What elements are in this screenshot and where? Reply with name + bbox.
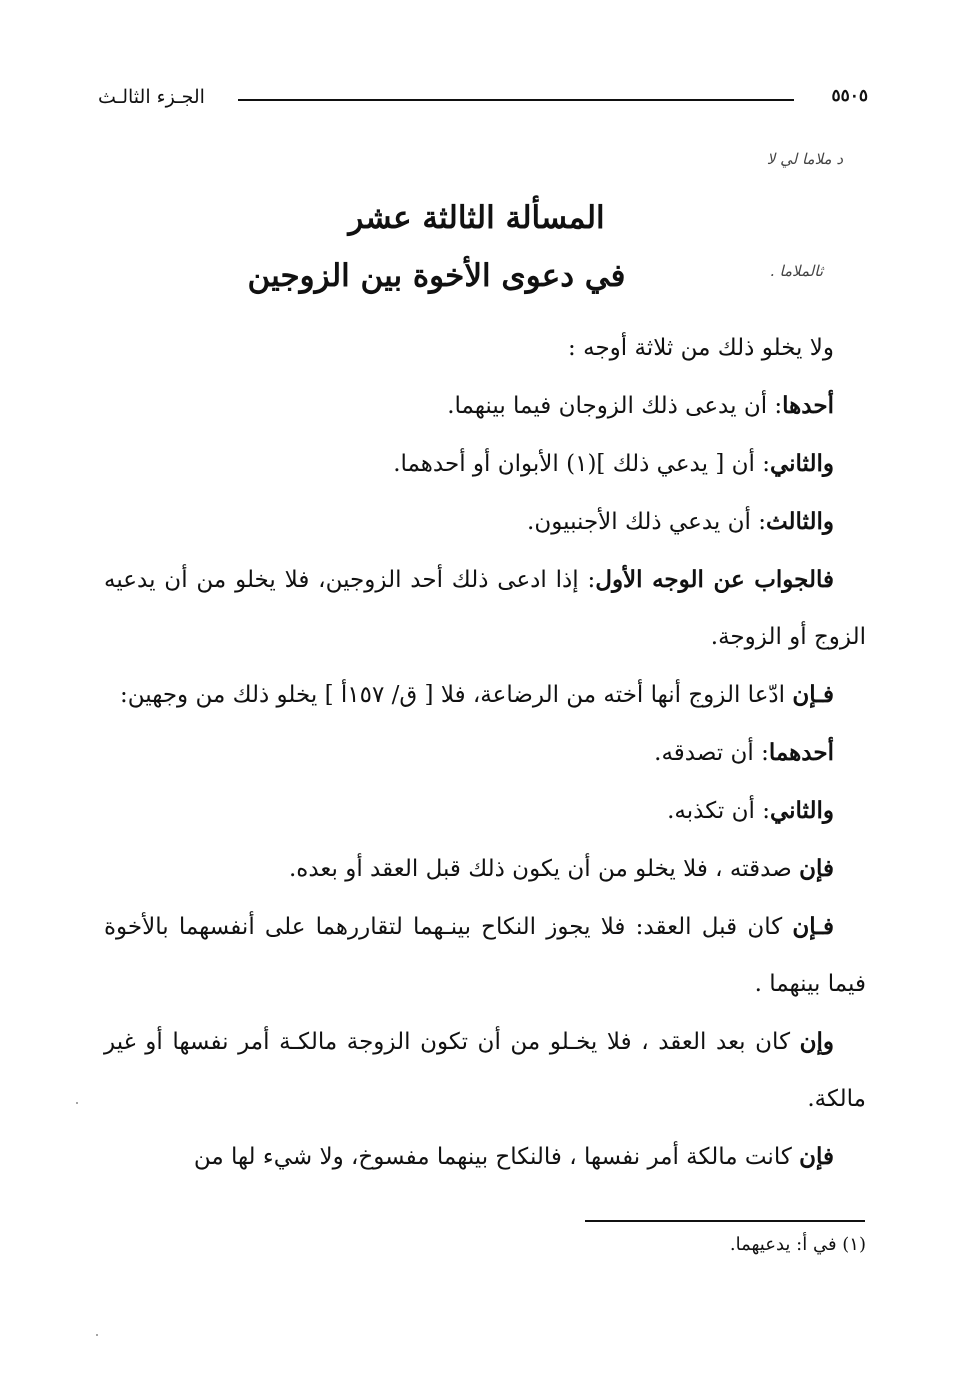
paragraph: والثاني: أن تكذبه.	[667, 797, 834, 824]
paragraph: أحدهما: أن تصدقه.	[654, 739, 834, 766]
footnote: (١) في أ: يدعيهما.	[729, 1234, 866, 1255]
paragraph: فإن صدقته ، فلا يخلو من أن يكون ذلك قبل العقد أو بعده.	[289, 855, 834, 882]
chapter-title: المسألة الثالثة عشر	[348, 200, 605, 236]
paragraph: وإن كان بعد العقد ، فلا يخـلو من أن تكون الزوجة مالكـة أمر نفسها أو غير مالكة.	[104, 1028, 866, 1112]
margin-note-title: . ثالملاما	[769, 262, 823, 280]
paragraph: والثاني: أن [ يدعي ذلك ](١) الأبوان أو أحدهما.	[393, 450, 834, 477]
running-header	[98, 86, 868, 116]
paragraph: فإن كانت مالكة أمر نفسها ، فالنكاح بينهما مفسوخ، ولا شيء لها من	[193, 1143, 834, 1170]
scan-speck	[96, 1334, 98, 1336]
margin-note-top: د ملاما لي لا	[766, 150, 843, 168]
page-number: ٥٥٠٥	[831, 86, 868, 106]
paragraph: فـإن ادّعا الزوج أنها أخته من الرضاعة، فلا [ ق/ ١٥٧أ ] يخلو ذلك من وجهين:	[120, 681, 834, 708]
paragraph: ولا يخلو ذلك من ثلاثة أوجه :	[568, 335, 834, 361]
part-title: الجـزء الثالـث	[98, 86, 205, 108]
header-rule	[238, 99, 794, 101]
paragraph: فالجواب عن الوجه الأول: إذا ادعى ذلك أحد الزوجين، فلا يخلو من أن يدعيه الزوج أو الزوجة.	[104, 566, 866, 650]
paragraph: أحدها: أن يدعى ذلك الزوجان فيما بينهما.	[447, 392, 834, 419]
body-text	[104, 320, 866, 1186]
footnote-rule	[585, 1220, 865, 1222]
chapter-subtitle: في دعوى الأخوة بين الزوجين	[247, 258, 626, 294]
scan-speck	[76, 1102, 78, 1104]
paragraph: فـإن كان قبل العقد: فلا يجوز النكاح بينـهما لتقاررهما على أنفسهما بالأخوة فيما بينهما .	[104, 913, 866, 997]
paragraph: والثالث: أن يدعي ذلك الأجنبيون.	[527, 508, 834, 535]
